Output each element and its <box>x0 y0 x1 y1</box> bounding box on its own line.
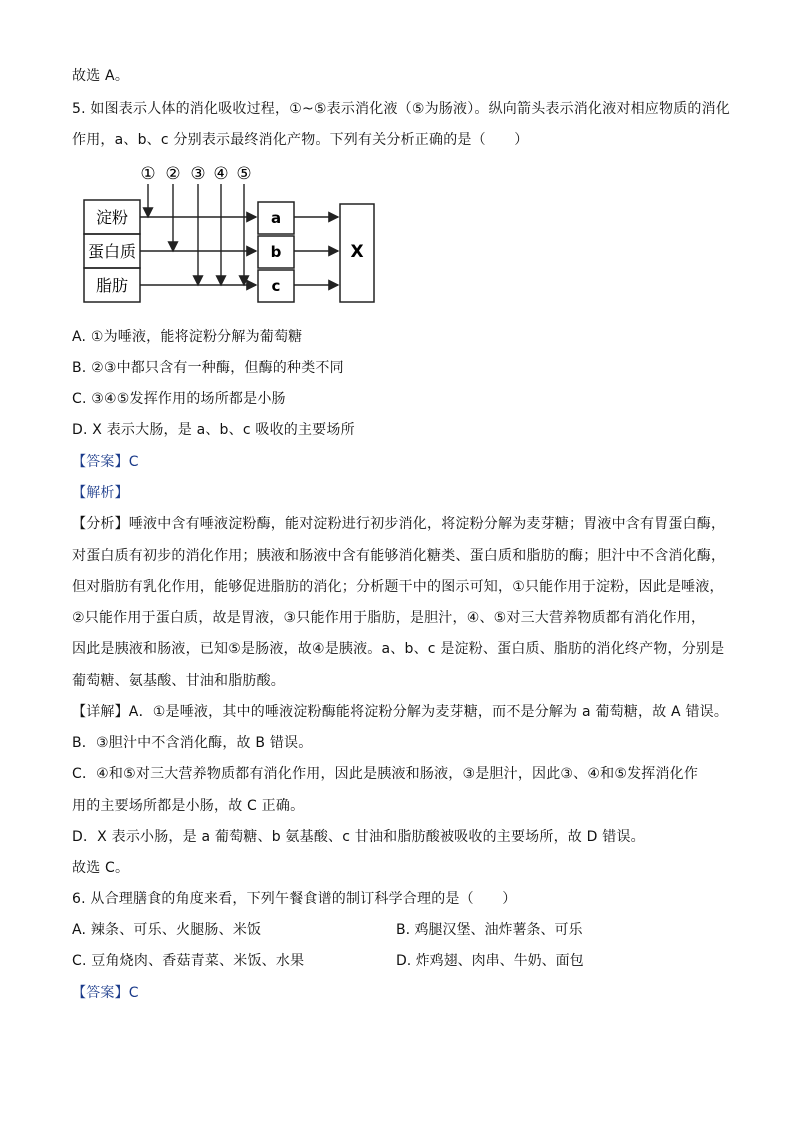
analysis-line-2: 对蛋白质有初步的消化作用；胰液和肠液中含有能够消化糖类、蛋白质和脂肪的酶；胆汁中不含消化酶， <box>72 548 726 564</box>
juice-labels <box>140 164 251 184</box>
detail-line-2: B．③胆汁中不含消化酶，故 B 错误。 <box>72 735 313 751</box>
analysis-line-6: 葡萄糖、氨基酸、甘油和脂肪酸。 <box>72 673 285 689</box>
substance-starch: 淀粉 <box>95 208 129 227</box>
option-d: D. X 表示大肠，是 a、b、c 吸收的主要场所 <box>72 422 355 438</box>
question-6-stem: 6. 从合理膳食的角度来看，下列午餐食谱的制订科学合理的是（ ） <box>72 891 517 907</box>
detail-line-4: 用的主要场所都是小肠，故 C 正确。 <box>72 798 305 814</box>
answer-label-6: 【答案】C <box>72 985 139 1001</box>
juice-label-1: ① <box>140 164 156 184</box>
juice-label-4: ④ <box>213 164 229 184</box>
digestion-diagram <box>80 160 380 310</box>
analysis-line-1: 【分析】唾液中含有唾液淀粉酶，能对淀粉进行初步消化，将淀粉分解为麦芽糖；胃液中含有胃蛋白酶， <box>72 516 726 532</box>
substance-protein: 蛋白质 <box>87 242 137 261</box>
option-b: B. ②③中都只含有一种酶，但酶的种类不同 <box>72 360 344 376</box>
analysis-line-5: 因此是胰液和肠液，已知⑤是肠液，故④是胰液。a、b、c 是淀粉、蛋白质、脂肪的消化终产物，分别是 <box>72 641 725 657</box>
detail-line-6: 故选 C。 <box>72 860 130 876</box>
question-5-stem: 5. 如图表示人体的消化吸收过程，①~⑤表示消化液（⑤为肠液）。纵向箭头表示消化液对相应物质的消化 <box>72 101 730 117</box>
option-c: C. ③④⑤发挥作用的场所都是小肠 <box>72 391 286 407</box>
answer-label: 【答案】C <box>72 454 139 470</box>
text-line: 故选 A。 <box>72 68 130 84</box>
q6-option-b: B. 鸡腿汉堡、油炸薯条、可乐 <box>396 922 583 938</box>
detail-line-1: 【详解】A．①是唾液，其中的唾液淀粉酶能将淀粉分解为麦芽糖，而不是分解为 a 葡萄糖，故 A 错误。 <box>72 704 729 720</box>
product-c: c <box>271 277 281 295</box>
juice-label-3: ③ <box>190 164 206 184</box>
q6-option-d: D. 炸鸡翅、肉串、牛奶、面包 <box>396 953 584 969</box>
analysis-line-3: 但对脂肪有乳化作用，能够促进脂肪的消化；分析题干中的图示可知，①只能作用于淀粉，因此是唾液， <box>72 579 724 595</box>
product-b: b <box>270 243 282 261</box>
option-a: A. ①为唾液，能将淀粉分解为葡萄糖 <box>72 329 303 345</box>
q6-option-c: C. 豆角烧肉、香菇青菜、米饭、水果 <box>72 953 305 969</box>
question-5-stem-cont: 作用，a、b、c 分别表示最终消化产物。下列有关分析正确的是（ ） <box>72 132 529 148</box>
analysis-label: 【解析】 <box>72 485 129 501</box>
substance-fat: 脂肪 <box>95 276 129 295</box>
product-a: a <box>270 209 282 227</box>
detail-line-5: D．X 表示小肠，是 a 葡萄糖、b 氨基酸、c 甘油和脂肪酸被吸收的主要场所，故 D 错误。 <box>72 829 645 845</box>
q6-option-a: A. 辣条、可乐、火腿肠、米饭 <box>72 922 262 938</box>
target-x: X <box>350 242 364 262</box>
analysis-line-4: ②只能作用于蛋白质，故是胃液，③只能作用于脂肪，是胆汁，④、⑤对三大营养物质都有消化作用， <box>72 610 706 626</box>
juice-label-2: ② <box>165 164 181 184</box>
juice-label-5: ⑤ <box>236 164 252 184</box>
detail-line-3: C．④和⑤对三大营养物质都有消化作用，因此是胰液和肠液，③是胆汁，因此③、④和⑤发挥消化作 <box>72 766 699 782</box>
